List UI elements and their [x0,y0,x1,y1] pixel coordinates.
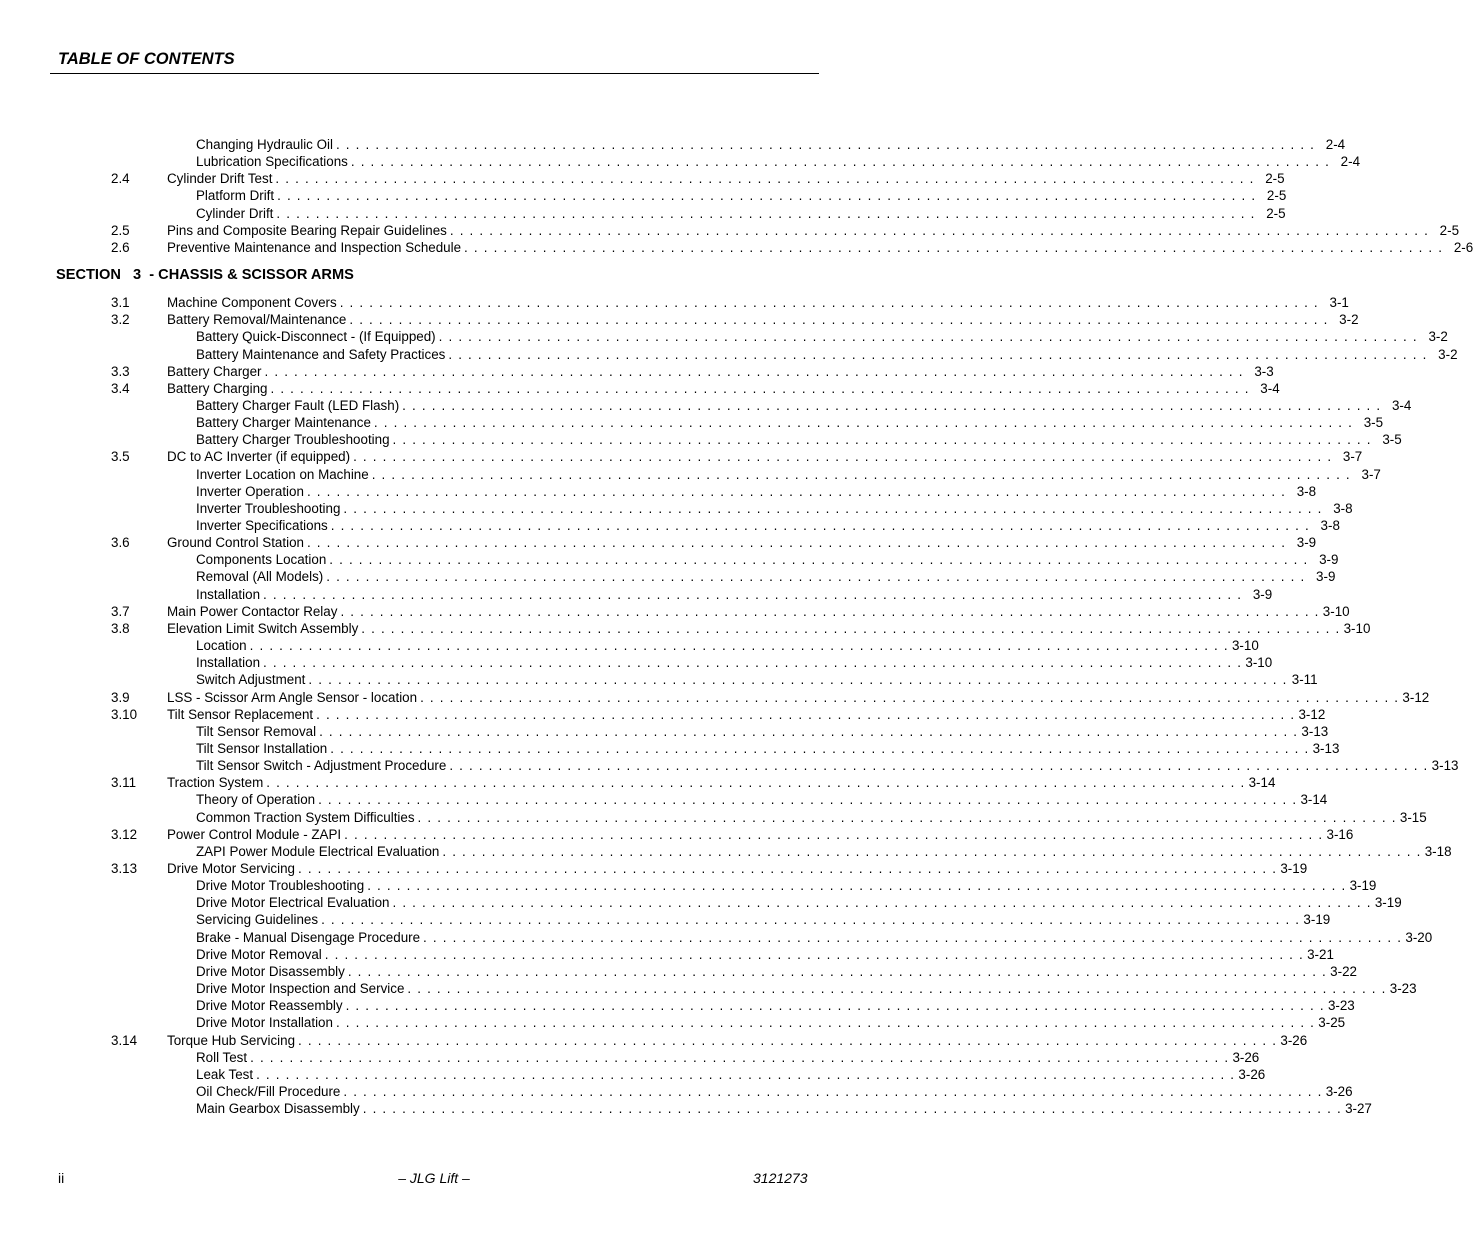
toc-entry[interactable] [196,843,1452,860]
dot-leader: . . . . . . . . . . . . . . . . . . . . . . . . . . . . . . . . . . . . . . . . . . . . . . . . . . . . . . . . . . . . . . . . . . . . . . . . . . . . . . . . . . . . . . . . . . . . . . . . . . . . [423,929,1403,945]
toc-entry-title[interactable]: Drive Motor Removal [196,946,322,962]
toc-page-number[interactable]: 3-26 [1280,1032,1308,1048]
toc-entry[interactable] [196,205,1286,222]
dot-leader: . . . . . . . . . . . . . . . . . . . . . . . . . . . . . . . . . . . . . . . . . . . . . . . . . . . . . . . . . . . . . . . . . . . . . . . . . . . . . . . . . . . . . . . . . . . . . . . . . . . . [361,620,1341,636]
toc-entry[interactable] [167,534,1317,551]
toc-page-number[interactable]: 3-2 [1339,312,1359,328]
toc-entry-title[interactable]: ZAPI Power Module Electrical Evaluation [196,843,440,859]
toc-row[interactable] [0,637,1259,654]
page-title: TABLE OF CONTENTS [58,50,235,68]
toc-section-number: 3.1 [111,295,130,311]
toc-row[interactable] [0,774,1276,791]
toc-page-number[interactable]: 3-25 [1318,1015,1346,1031]
toc-row[interactable] [0,723,1329,740]
toc-row[interactable] [0,294,1349,311]
toc-page-number[interactable]: 3-9 [1296,535,1317,551]
dot-leader: . . . . . . . . . . . . . . . . . . . . . . . . . . . . . . . . . . . . . . . . . . . . . . . . . . . . . . . . . . . . . . . . . . . . . . . . . . . . . . . . . . . . . . . . . . . . . . . . . . . . [344,826,1324,842]
dot-leader: . . . . . . . . . . . . . . . . . . . . . . . . . . . . . . . . . . . . . . . . . . . . . . . . . . . . . . . . . . . . . . . . . . . . . . . . . . . . . . . . . . . . . . . . . . . . . . . . . . . . [250,1049,1230,1065]
toc-section-number: 2.6 [111,239,130,255]
dot-leader: . . . . . . . . . . . . . . . . . . . . . . . . . . . . . . . . . . . . . . . . . . . . . . . . . . . . . . . . . . . . . . . . . . . . . . . . . . . . . . . . . . . . . . . . . . . . . . . . . . . . [306,535,1287,551]
toc-entry[interactable] [196,980,1417,997]
toc-page-number[interactable]: 3-19 [1374,895,1402,911]
toc-page-number[interactable]: 2-4 [1340,154,1361,170]
toc-entry-title[interactable]: Drive Motor Installation [196,1015,333,1031]
dot-leader: . . . . . . . . . . . . . . . . . . . . . . . . . . . . . . . . . . . . . . . . . . . . . . . . . . . . . . . . . . . . . . . . . . . . . . . . . . . . . . . . . . . . . . . . . . . . . . . . . . . . [275,171,1255,187]
toc-row[interactable] [0,414,1384,431]
dot-leader: . . . . . . . . . . . . . . . . . . . . . . . . . . . . . . . . . . . . . . . . . . . . . . . . . . . . . . . . . . . . . . . . . . . . . . . . . . . . . . . . . . . . . . . . . . . . . . . . . . . . [340,603,1320,619]
dot-leader: . . . . . . . . . . . . . . . . . . . . . . . . . . . . . . . . . . . . . . . . . . . . . . . . . . . . . . . . . . . . . . . . . . . . . . . . . . . . . . . . . . . . . . . . . . . . . . . . . . . . [324,946,1304,962]
toc-entry-title[interactable]: Installation [196,586,261,602]
toc-entry-title[interactable]: Drive Motor Disassembly [196,963,345,979]
toc-entry[interactable] [196,1049,1260,1066]
toc-entry[interactable] [167,363,1274,380]
toc-row[interactable] [0,380,1280,397]
toc-entry-title[interactable]: Switch Adjustment [196,672,306,688]
toc-entry[interactable] [196,723,1329,740]
toc-page-number[interactable]: 3-23 [1389,981,1417,997]
toc-entry[interactable] [167,826,1354,843]
toc-entry[interactable] [196,654,1273,671]
toc-section-number: 2.5 [111,222,130,238]
toc-entry-title[interactable]: Roll Test [196,1049,248,1065]
toc-row[interactable] [0,239,1473,256]
toc-page-number[interactable]: 3-9 [1319,552,1339,568]
toc-entry[interactable] [167,620,1371,637]
toc-entry[interactable] [196,517,1340,534]
dot-leader: . . . . . . . . . . . . . . . . . . . . . . . . . . . . . . . . . . . . . . . . . . . . . . . . . . . . . . . . . . . . . . . . . . . . . . . . . . . . . . . . . . . . . . . . . . . . . . . . . . . . [330,518,1310,533]
dot-leader: . . . . . . . . . . . . . . . . . . . . . . . . . . . . . . . . . . . . . . . . . . . . . . . . . . . . . . . . . . . . . . . . . . . . . . . . . . . . . . . . . . . . . . . . . . . . . . . . . . . . [367,878,1347,894]
toc-row[interactable] [0,586,1273,603]
dot-leader: . . . . . . . . . . . . . . . . . . . . . . . . . . . . . . . . . . . . . . . . . . . . . . . . . . . . . . . . . . . . . . . . . . . . . . . . . . . . . . . . . . . . . . . . . . . . . . . . . . . . [448,346,1428,362]
toc-entry-title[interactable]: Drive Motor Electrical Evaluation [196,895,390,911]
toc-page-number[interactable]: 3-7 [1361,466,1381,482]
toc-page-number[interactable]: 3-14 [1300,792,1328,808]
toc-entry-title[interactable]: Drive Motor Inspection and Service [196,981,405,997]
toc-entry[interactable] [196,153,1361,170]
toc-entry-title[interactable]: Changing Hydraulic Oil [196,137,333,152]
toc-row[interactable] [0,431,1402,448]
dot-leader: . . . . . . . . . . . . . . . . . . . . . . . . . . . . . . . . . . . . . . . . . . . . . . . . . . . . . . . . . . . . . . . . . . . . . . . . . . . . . . . . . . . . . . . . . . . . . . . . . . . . [343,500,1323,516]
toc-entry-title[interactable]: Installation [196,655,261,671]
toc-entry-title[interactable]: Platform Drift [196,188,275,204]
toc-entry[interactable] [196,431,1402,448]
toc-section-number: 3.13 [111,861,138,876]
toc-entry-title[interactable]: Drive Motor Servicing [167,861,295,876]
toc-entry-title[interactable]: Oil Check/Fill Procedure [196,1083,341,1099]
toc-section-number: 3.3 [111,363,130,379]
toc-entry-title[interactable]: Battery Charging [167,380,268,396]
toc-row[interactable] [0,466,1381,483]
toc-entry[interactable] [167,689,1430,706]
toc-entry[interactable] [196,328,1448,345]
dot-leader: . . . . . . . . . . . . . . . . . . . . . . . . . . . . . . . . . . . . . . . . . . . . . . . . . . . . . . . . . . . . . . . . . . . . . . . . . . . . . . . . . . . . . . . . . . . . . . . . . . . . [362,1101,1342,1117]
toc-entry[interactable] [196,894,1402,911]
dot-leader: . . . . . . . . . . . . . . . . . . . . . . . . . . . . . . . . . . . . . . . . . . . . . . . . . . . . . . . . . . . . . . . . . . . . . . . . . . . . . . . . . . . . . . . . . . . . . . . . . . . . [306,483,1287,499]
dot-leader: . . . . . . . . . . . . . . . . . . . . . . . . . . . . . . . . . . . . . . . . . . . . . . . . . . . . . . . . . . . . . . . . . . . . . . . . . . . . . . . . . . . . . . . . . . . . . . . . . . . . [349,312,1329,328]
toc-row[interactable] [0,946,1334,963]
toc-entry-title[interactable]: Power Control Module - ZAPI [167,826,342,842]
toc-entry[interactable] [196,466,1381,483]
toc-page-number[interactable]: 3-19 [1280,861,1308,876]
toc-row[interactable] [0,311,1359,328]
toc-entry-title[interactable]: Preventive Maintenance and Inspection Schedule [167,239,462,255]
toc-entry[interactable] [196,586,1273,603]
dot-leader: . . . . . . . . . . . . . . . . . . . . . . . . . . . . . . . . . . . . . . . . . . . . . . . . . . . . . . . . . . . . . . . . . . . . . . . . . . . . . . . . . . . . . . . . . . . . . . . . . . . . [277,188,1257,204]
toc-entry[interactable] [196,963,1357,980]
toc-row[interactable] [0,568,1336,585]
toc-row[interactable] [0,809,1427,826]
toc-row[interactable] [0,397,1412,414]
dot-leader: . . . . . . . . . . . . . . . . . . . . . . . . . . . . . . . . . . . . . . . . . . . . . . . . . . . . . . . . . . . . . . . . . . . . . . . . . . . . . . . . . . . . . . . . . . . . . . . . . . . . [392,432,1372,448]
dot-leader: . . . . . . . . . . . . . . . . . . . . . . . . . . . . . . . . . . . . . . . . . . . . . . . . . . . . . . . . . . . . . . . . . . . . . . . . . . . . . . . . . . . . . . . . . . . . . . . . . . . . [373,415,1354,431]
toc-row[interactable] [0,826,1354,843]
toc-entry[interactable] [167,170,1285,187]
toc-entry[interactable] [196,568,1336,585]
dot-leader: . . . . . . . . . . . . . . . . . . . . . . . . . . . . . . . . . . . . . . . . . . . . . . . . . . . . . . . . . . . . . . . . . . . . . . . . . . . . . . . . . . . . . . . . . . . . . . . . . . . . [335,137,1316,152]
toc-page-number[interactable]: 3-15 [1399,809,1427,825]
toc-entry-title[interactable]: Tilt Sensor Removal [196,723,317,739]
toc-entry-title[interactable]: Components Location [196,552,327,568]
toc-row[interactable] [0,170,1285,187]
toc-page-number[interactable]: 3-2 [1438,346,1458,362]
toc-section-number: 3.8 [111,620,130,636]
toc-page-number[interactable]: 3-1 [1329,295,1349,311]
toc-entry-title[interactable]: Lubrication Specifications [196,154,348,170]
toc-entry-title[interactable]: Tilt Sensor Replacement [167,706,314,722]
toc-entry-title[interactable]: Battery Charger Maintenance [196,415,371,431]
toc-row[interactable] [0,187,1287,204]
toc-section-number: 3.6 [111,535,130,551]
toc-entry[interactable] [196,397,1412,414]
toc-page-number[interactable]: 3-10 [1245,655,1273,671]
toc-row[interactable] [0,500,1353,517]
toc-section-number: 3.9 [111,689,130,705]
toc-page-number[interactable]: 3-3 [1254,363,1274,379]
toc-row[interactable] [0,328,1448,345]
toc-row[interactable] [0,346,1458,363]
dot-leader: . . . . . . . . . . . . . . . . . . . . . . . . . . . . . . . . . . . . . . . . . . . . . . . . . . . . . . . . . . . . . . . . . . . . . . . . . . . . . . . . . . . . . . . . . . . . . . . . . . . . [392,895,1372,911]
dot-leader: . . . . . . . . . . . . . . . . . . . . . . . . . . . . . . . . . . . . . . . . . . . . . . . . . . . . . . . . . . . . . . . . . . . . . . . . . . . . . . . . . . . . . . . . . . . . . . . . . . . . [249,638,1229,654]
toc-page-number[interactable]: 3-21 [1307,946,1334,962]
header-divider [50,73,819,74]
dot-leader: . . . . . . . . . . . . . . . . . . . . . . . . . . . . . . . . . . . . . . . . . . . . . . . . . . . . . . . . . . . . . . . . . . . . . . . . . . . . . . . . . . . . . . . . . . . . . . . . . . . . [339,295,1319,311]
toc-page-number[interactable]: 3-20 [1405,929,1433,945]
toc-entry-title[interactable]: Inverter Location on Machine [196,466,369,482]
toc-section-number: 3.4 [111,380,130,396]
toc-page-number[interactable]: 3-4 [1260,380,1280,396]
dot-leader: . . . . . . . . . . . . . . . . . . . . . . . . . . . . . . . . . . . . . . . . . . . . . . . . . . . . . . . . . . . . . . . . . . . . . . . . . . . . . . . . . . . . . . . . . . . . . . . . . . . . [270,380,1250,396]
toc-page-number[interactable]: 3-10 [1343,620,1371,636]
toc-entry-title[interactable]: Elevation Limit Switch Assembly [167,620,359,636]
toc-row[interactable] [0,551,1339,568]
dot-leader: . . . . . . . . . . . . . . . . . . . . . . . . . . . . . . . . . . . . . . . . . . . . . . . . . . . . . . . . . . . . . . . . . . . . . . . . . . . . . . . . . . . . . . . . . . . . . . . . . . . . [276,205,1256,221]
toc-entry[interactable] [196,637,1259,654]
dot-leader: . . . . . . . . . . . . . . . . . . . . . . . . . . . . . . . . . . . . . . . . . . . . . . . . . . . . . . . . . . . . . . . . . . . . . . . . . . . . . . . . . . . . . . . . . . . . . . . . . . . . [420,689,1400,705]
toc-row[interactable] [0,843,1452,860]
toc-row[interactable] [0,534,1317,551]
toc-entry-title[interactable]: Cylinder Drift Test [167,171,273,187]
toc-entry[interactable] [167,311,1359,328]
toc-page-number[interactable]: 3-19 [1349,878,1377,894]
toc-entry[interactable] [167,239,1473,256]
toc-entry-title[interactable]: Main Power Contactor Relay [167,603,338,619]
dot-leader: . . . . . . . . . . . . . . . . . . . . . . . . . . . . . . . . . . . . . . . . . . . . . . . . . . . . . . . . . . . . . . . . . . . . . . . . . . . . . . . . . . . . . . . . . . . . . . . . . . . . [350,154,1331,170]
toc-section-number: 3.14 [111,1032,138,1048]
toc-row[interactable] [0,1100,1372,1117]
dot-leader: . . . . . . . . . . . . . . . . . . . . . . . . . . . . . . . . . . . . . . . . . . . . . . . . . . . . . . . . . . . . . . . . . . . . . . . . . . . . . . . . . . . . . . . . . . . . . . . . . . . . [319,723,1299,739]
toc-section-number: 3.12 [111,826,138,842]
toc-entry-title[interactable]: Torque Hub Servicing [167,1032,296,1048]
toc-page-number[interactable]: 3-12 [1402,689,1430,705]
toc-entry[interactable] [196,414,1384,431]
toc-entry-title[interactable]: Removal (All Models) [196,569,324,585]
toc-row[interactable] [0,1066,1266,1083]
toc-entry-title[interactable]: Theory of Operation [196,792,316,808]
toc-entry-title[interactable]: Drive Motor Troubleshooting [196,878,365,894]
toc-row[interactable] [0,483,1317,500]
toc-entry[interactable] [167,448,1363,465]
toc-page-number[interactable]: 3-5 [1363,415,1384,431]
toc-page-number[interactable]: 3-10 [1231,638,1259,654]
toc-page-number[interactable]: 3-16 [1326,826,1354,842]
toc-entry[interactable] [196,1066,1266,1083]
toc-entry-title[interactable]: DC to AC Inverter (if equipped) [167,449,351,465]
toc-page-number[interactable]: 2-6 [1453,239,1473,255]
dot-leader: . . . . . . . . . . . . . . . . . . . . . . . . . . . . . . . . . . . . . . . . . . . . . . . . . . . . . . . . . . . . . . . . . . . . . . . . . . . . . . . . . . . . . . . . . . . . . . . . . . . . [442,843,1422,859]
toc-row[interactable] [0,448,1363,465]
toc-page-number[interactable]: 3-18 [1424,843,1452,859]
toc-page-number[interactable]: 3-9 [1252,586,1273,602]
toc-page-number[interactable]: 3-2 [1428,329,1448,345]
toc-page-number[interactable]: 3-8 [1333,500,1353,516]
toc-entry[interactable] [167,1032,1308,1049]
toc-row[interactable] [0,603,1350,620]
toc-entry-title[interactable]: Tilt Sensor Installation [196,740,328,756]
dot-leader: . . . . . . . . . . . . . . . . . . . . . . . . . . . . . . . . . . . . . . . . . . . . . . . . . . . . . . . . . . . . . . . . . . . . . . . . . . . . . . . . . . . . . . . . . . . . . . . . . . . . [321,912,1301,928]
toc-row[interactable] [0,671,1318,688]
dot-leader: . . . . . . . . . . . . . . . . . . . . . . . . . . . . . . . . . . . . . . . . . . . . . . . . . . . . . . . . . . . . . . . . . . . . . . . . . . . . . . . . . . . . . . . . . . . . . . . . . . . . [345,998,1325,1014]
dot-leader: . . . . . . . . . . . . . . . . . . . . . . . . . . . . . . . . . . . . . . . . . . . . . . . . . . . . . . . . . . . . . . . . . . . . . . . . . . . . . . . . . . . . . . . . . . . . . . . . . . . . [449,222,1430,238]
toc-entry[interactable] [196,346,1458,363]
dot-leader: . . . . . . . . . . . . . . . . . . . . . . . . . . . . . . . . . . . . . . . . . . . . . . . . . . . . . . . . . . . . . . . . . . . . . . . . . . . . . . . . . . . . . . . . . . . . . . . . . . . . [266,775,1246,791]
toc-page-number[interactable]: 3-7 [1342,449,1363,465]
footer-brand: – JLG Lift – [398,1170,470,1186]
toc-page-number[interactable]: 2-5 [1266,188,1287,204]
toc-row[interactable] [0,222,1460,239]
section-heading: SECTION 3 - CHASSIS & SCISSOR ARMS [56,267,354,284]
toc-page-number[interactable]: 3-4 [1391,397,1412,413]
toc-row[interactable] [0,911,1331,928]
toc-section-number: 3.7 [111,603,130,619]
toc-entry-title[interactable]: Location [196,638,247,654]
toc-row[interactable] [0,517,1340,534]
dot-leader: . . . . . . . . . . . . . . . . . . . . . . . . . . . . . . . . . . . . . . . . . . . . . . . . . . . . . . . . . . . . . . . . . . . . . . . . . . . . . . . . . . . . . . . . . . . . . . . . . . . . [402,397,1382,413]
toc-page-number[interactable]: 3-13 [1301,723,1329,739]
toc-row[interactable] [0,757,1459,774]
toc-page-number[interactable]: 3-26 [1238,1066,1266,1082]
toc-page-number[interactable]: 3-11 [1291,672,1318,688]
toc-section-number: 2.4 [111,171,130,187]
toc-entry-title[interactable]: Machine Component Covers [167,295,337,311]
dot-leader: . . . . . . . . . . . . . . . . . . . . . . . . . . . . . . . . . . . . . . . . . . . . . . . . . . . . . . . . . . . . . . . . . . . . . . . . . . . . . . . . . . . . . . . . . . . . . . . . . . . . [298,1032,1278,1048]
footer-doc-number: 3121273 [753,1170,808,1186]
toc-entry[interactable] [196,911,1331,928]
toc-page-number[interactable]: 3-5 [1382,432,1402,448]
toc-entry-title[interactable]: Brake - Manual Disengage Procedure [196,929,421,945]
toc-row[interactable] [0,620,1371,637]
toc-row[interactable] [0,740,1340,757]
dot-leader: . . . . . . . . . . . . . . . . . . . . . . . . . . . . . . . . . . . . . . . . . . . . . . . . . . . . . . . . . . . . . . . . . . . . . . . . . . . . . . . . . . . . . . . . . . . . . . . . . . . . [407,981,1387,997]
dot-leader: . . . . . . . . . . . . . . . . . . . . . . . . . . . . . . . . . . . . . . . . . . . . . . . . . . . . . . . . . . . . . . . . . . . . . . . . . . . . . . . . . . . . . . . . . . . . . . . . . . . . [330,740,1310,756]
toc-page-number[interactable]: 2-5 [1266,205,1286,221]
toc-entry[interactable] [167,222,1460,239]
dot-leader: . . . . . . . . . . . . . . . . . . . . . . . . . . . . . . . . . . . . . . . . . . . . . . . . . . . . . . . . . . . . . . . . . . . . . . . . . . . . . . . . . . . . . . . . . . . . . . . . . . . . [256,1066,1236,1082]
dot-leader: . . . . . . . . . . . . . . . . . . . . . . . . . . . . . . . . . . . . . . . . . . . . . . . . . . . . . . . . . . . . . . . . . . . . . . . . . . . . . . . . . . . . . . . . . . . . . . . . . . . . [343,1083,1323,1099]
toc-entry[interactable] [196,946,1334,963]
toc-row[interactable] [0,877,1377,894]
toc-entry[interactable] [196,757,1459,774]
toc-section-number: 3.5 [111,449,130,465]
toc-row[interactable] [0,1032,1308,1049]
dot-leader: . . . . . . . . . . . . . . . . . . . . . . . . . . . . . . . . . . . . . . . . . . . . . . . . . . . . . . . . . . . . . . . . . . . . . . . . . . . . . . . . . . . . . . . . . . . . . . . . . . . . [264,363,1244,379]
toc-entry-title[interactable]: LSS - Scissor Arm Angle Sensor - location [167,689,418,705]
toc-entry[interactable] [196,1100,1372,1117]
toc-page-number[interactable]: 3-8 [1296,483,1317,499]
toc-entry[interactable] [196,997,1355,1014]
toc-row[interactable] [0,1049,1260,1066]
dot-leader: . . . . . . . . . . . . . . . . . . . . . . . . . . . . . . . . . . . . . . . . . . . . . . . . . . . . . . . . . . . . . . . . . . . . . . . . . . . . . . . . . . . . . . . . . . . . . . . . . . . . [263,586,1243,602]
toc-page-number[interactable]: 2-5 [1439,222,1460,238]
toc-row[interactable] [0,963,1357,980]
dot-leader: . . . . . . . . . . . . . . . . . . . . . . . . . . . . . . . . . . . . . . . . . . . . . . . . . . . . . . . . . . . . . . . . . . . . . . . . . . . . . . . . . . . . . . . . . . . . . . . . . . . . [438,329,1418,345]
toc-page-number[interactable]: 3-13 [1431,758,1459,774]
dot-leader: . . . . . . . . . . . . . . . . . . . . . . . . . . . . . . . . . . . . . . . . . . . . . . . . . . . . . . . . . . . . . . . . . . . . . . . . . . . . . . . . . . . . . . . . . . . . . . . . . . . . [464,239,1444,255]
toc-entry[interactable] [167,294,1349,311]
toc-row[interactable] [0,153,1361,170]
dot-leader: . . . . . . . . . . . . . . . . . . . . . . . . . . . . . . . . . . . . . . . . . . . . . . . . . . . . . . . . . . . . . . . . . . . . . . . . . . . . . . . . . . . . . . . . . . . . . . . . . . . . [347,963,1327,979]
toc-entry[interactable] [196,500,1353,517]
dot-leader: . . . . . . . . . . . . . . . . . . . . . . . . . . . . . . . . . . . . . . . . . . . . . . . . . . . . . . . . . . . . . . . . . . . . . . . . . . . . . . . . . . . . . . . . . . . . . . . . . . . . [353,449,1333,465]
toc-row[interactable] [0,1083,1353,1100]
toc-entry[interactable] [196,483,1317,500]
toc-page-number[interactable]: 3-14 [1248,775,1276,791]
toc-page-number[interactable]: 3-12 [1298,706,1326,722]
toc-row[interactable] [0,689,1430,706]
toc-entry-title[interactable]: Leak Test [196,1066,254,1082]
toc-entry[interactable] [196,929,1433,946]
toc-row[interactable] [0,791,1328,808]
toc-section-number: 3.2 [111,312,130,328]
toc-entry-title[interactable]: Battery Charger [167,363,262,379]
dot-leader: . . . . . . . . . . . . . . . . . . . . . . . . . . . . . . . . . . . . . . . . . . . . . . . . . . . . . . . . . . . . . . . . . . . . . . . . . . . . . . . . . . . . . . . . . . . . . . . . . . . . [318,792,1298,808]
dot-leader: . . . . . . . . . . . . . . . . . . . . . . . . . . . . . . . . . . . . . . . . . . . . . . . . . . . . . . . . . . . . . . . . . . . . . . . . . . . . . . . . . . . . . . . . . . . . . . . . . . . . [298,861,1278,876]
toc-page-number[interactable]: 3-19 [1303,912,1331,928]
toc-row[interactable] [0,706,1326,723]
toc-section-number: 3.10 [111,706,138,722]
toc-row[interactable] [0,980,1417,997]
toc-entry[interactable] [196,671,1318,688]
toc-row[interactable] [0,363,1274,380]
toc-page-number[interactable]: 3-22 [1330,963,1357,979]
toc-entry[interactable] [196,791,1328,808]
toc-entry-title[interactable]: Drive Motor Reassembly [196,998,343,1014]
dot-leader: . . . . . . . . . . . . . . . . . . . . . . . . . . . . . . . . . . . . . . . . . . . . . . . . . . . . . . . . . . . . . . . . . . . . . . . . . . . . . . . . . . . . . . . . . . . . . . . . . . . . [329,552,1309,568]
toc-page-number[interactable]: 3-13 [1312,740,1340,756]
toc-entry-title[interactable]: Battery Quick-Disconnect - (If Equipped) [196,329,436,345]
toc-entry-title[interactable]: Battery Maintenance and Safety Practices [196,346,446,362]
dot-leader: . . . . . . . . . . . . . . . . . . . . . . . . . . . . . . . . . . . . . . . . . . . . . . . . . . . . . . . . . . . . . . . . . . . . . . . . . . . . . . . . . . . . . . . . . . . . . . . . . . . . [316,706,1296,722]
toc-entry[interactable] [196,136,1346,153]
toc-entry-title[interactable]: Inverter Specifications [196,518,328,533]
toc-entry[interactable] [196,551,1339,568]
toc-entry-title[interactable]: Battery Charger Fault (LED Flash) [196,397,400,413]
dot-leader: . . . . . . . . . . . . . . . . . . . . . . . . . . . . . . . . . . . . . . . . . . . . . . . . . . . . . . . . . . . . . . . . . . . . . . . . . . . . . . . . . . . . . . . . . . . . . . . . . . . . [263,655,1243,671]
toc-row[interactable] [0,860,1308,877]
toc-entry-title[interactable]: Battery Charger Troubleshooting [196,432,390,448]
toc-entry-title[interactable]: Traction System [167,775,264,791]
dot-leader: . . . . . . . . . . . . . . . . . . . . . . . . . . . . . . . . . . . . . . . . . . . . . . . . . . . . . . . . . . . . . . . . . . . . . . . . . . . . . . . . . . . . . . . . . . . . . . . . . . . . [335,1015,1316,1031]
toc-entry-title[interactable]: Common Traction System Difficulties [196,809,415,825]
toc-page-number[interactable]: 3-26 [1232,1049,1260,1065]
toc-entry[interactable] [196,187,1287,204]
toc-row[interactable] [0,136,1346,153]
toc-entry[interactable] [167,603,1350,620]
toc-entry[interactable] [167,380,1280,397]
toc-page-number[interactable]: 3-9 [1316,569,1336,585]
dot-leader: . . . . . . . . . . . . . . . . . . . . . . . . . . . . . . . . . . . . . . . . . . . . . . . . . . . . . . . . . . . . . . . . . . . . . . . . . . . . . . . . . . . . . . . . . . . . . . . . . . . . [308,672,1288,688]
toc-page-number[interactable]: 3-8 [1320,518,1340,533]
dot-leader: . . . . . . . . . . . . . . . . . . . . . . . . . . . . . . . . . . . . . . . . . . . . . . . . . . . . . . . . . . . . . . . . . . . . . . . . . . . . . . . . . . . . . . . . . . . . . . . . . . . . [326,569,1306,585]
toc-page-number[interactable]: 3-27 [1345,1101,1372,1117]
toc-entry[interactable] [167,774,1276,791]
dot-leader: . . . . . . . . . . . . . . . . . . . . . . . . . . . . . . . . . . . . . . . . . . . . . . . . . . . . . . . . . . . . . . . . . . . . . . . . . . . . . . . . . . . . . . . . . . . . . . . . . . . . [417,809,1397,825]
toc-entry-title[interactable]: Pins and Composite Bearing Repair Guidelines [167,222,447,238]
toc-entry-title[interactable]: Ground Control Station [167,535,304,551]
footer-page-number: ii [58,1170,65,1186]
dot-leader: . . . . . . . . . . . . . . . . . . . . . . . . . . . . . . . . . . . . . . . . . . . . . . . . . . . . . . . . . . . . . . . . . . . . . . . . . . . . . . . . . . . . . . . . . . . . . . . . . . . . [371,466,1351,482]
toc-row[interactable] [0,929,1433,946]
toc-entry-title[interactable]: Tilt Sensor Switch - Adjustment Procedure [196,758,447,774]
toc-row[interactable] [0,654,1273,671]
toc-entry-title[interactable]: Cylinder Drift [196,205,274,221]
toc-row[interactable] [0,205,1286,222]
toc-entry-title[interactable]: Inverter Operation [196,483,304,499]
toc-entry[interactable] [196,809,1427,826]
toc-entry[interactable] [167,860,1308,877]
toc-entry-title[interactable]: Servicing Guidelines [196,912,319,928]
toc-row[interactable] [0,894,1402,911]
toc-page-number[interactable]: 3-23 [1327,998,1355,1014]
toc-page-number[interactable]: 2-4 [1325,137,1346,152]
toc-page-number[interactable]: 3-26 [1325,1083,1353,1099]
toc-row[interactable] [0,997,1355,1014]
toc-section-number: 3.11 [111,775,137,791]
toc-page-number[interactable]: 2-5 [1265,171,1285,187]
toc-row[interactable] [0,1014,1346,1031]
toc-entry[interactable] [167,706,1326,723]
toc-entry-title[interactable]: Inverter Troubleshooting [196,500,341,516]
toc-entry[interactable] [196,1014,1346,1031]
toc-entry[interactable] [196,740,1340,757]
toc-page-number[interactable]: 3-10 [1322,603,1350,619]
toc-entry-title[interactable]: Battery Removal/Maintenance [167,312,347,328]
toc-entry-title[interactable]: Main Gearbox Disassembly [196,1101,360,1117]
toc-entry[interactable] [196,877,1377,894]
dot-leader: . . . . . . . . . . . . . . . . . . . . . . . . . . . . . . . . . . . . . . . . . . . . . . . . . . . . . . . . . . . . . . . . . . . . . . . . . . . . . . . . . . . . . . . . . . . . . . . . . . . . [449,758,1429,774]
toc-entry[interactable] [196,1083,1353,1100]
